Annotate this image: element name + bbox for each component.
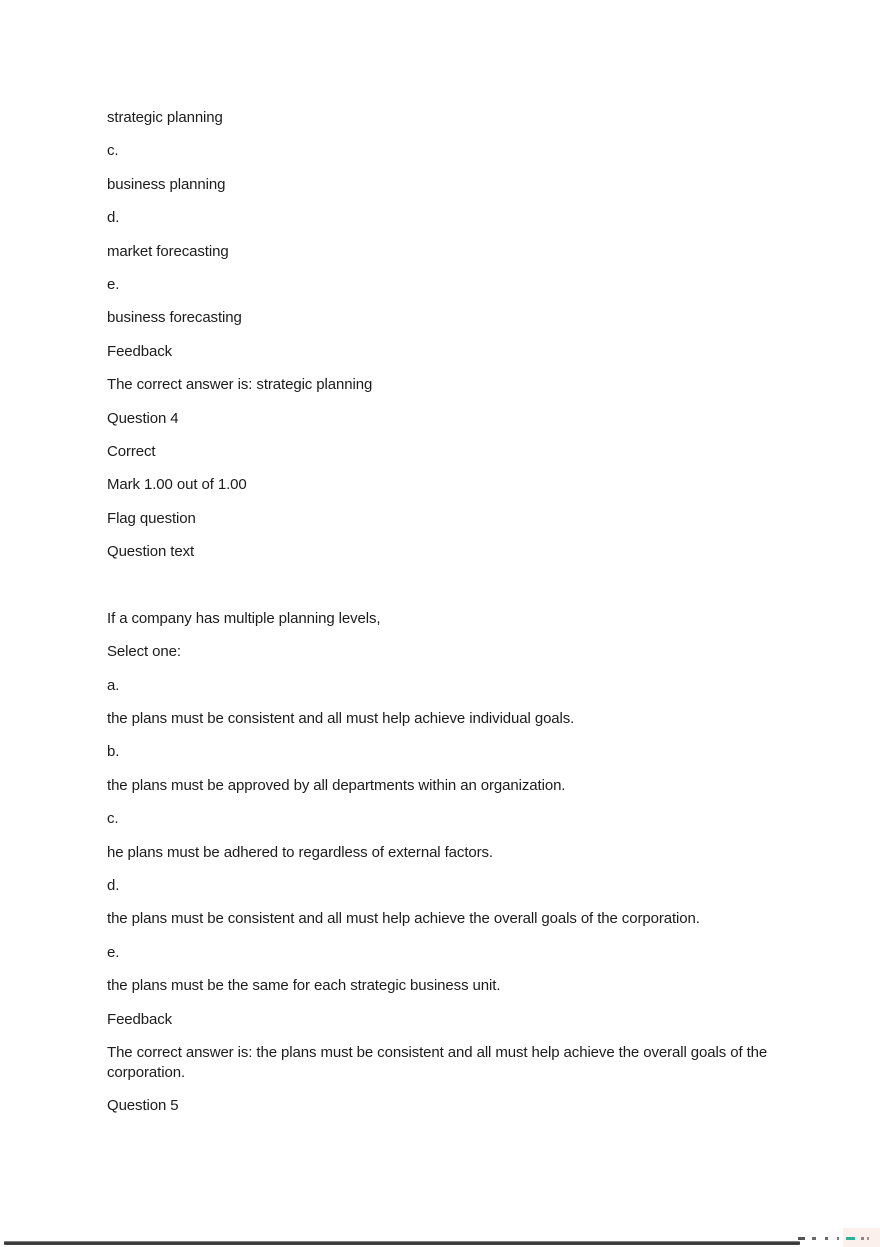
cropped-text-fragment xyxy=(837,1237,839,1240)
answer-option-text: business forecasting xyxy=(107,309,242,327)
cropped-text-fragment xyxy=(867,1237,869,1240)
answer-option-text: the plans must be consistent and all must help achieve the overall goals of the corporation. xyxy=(107,910,700,928)
answer-option-text: the plans must be consistent and all must help achieve individual goals. xyxy=(107,710,575,728)
bottom-divider-bar xyxy=(4,1241,800,1245)
cropped-text-fragment xyxy=(798,1237,805,1240)
feedback-text: The correct answer is: strategic planning xyxy=(107,376,373,394)
question-status-badge: Correct xyxy=(107,442,156,460)
answer-option-letter: a. xyxy=(107,676,120,694)
feedback-label: Feedback xyxy=(107,1010,173,1028)
answer-option-letter: d. xyxy=(107,876,120,894)
cropped-text-fragment xyxy=(825,1237,828,1240)
question-mark: Mark 1.00 out of 1.00 xyxy=(107,476,247,494)
select-one-prompt: Select one: xyxy=(107,643,181,661)
feedback-label: Feedback xyxy=(107,342,173,360)
answer-option-text: business planning xyxy=(107,175,226,193)
answer-option-letter: b. xyxy=(107,743,120,761)
answer-option-text: the plans must be approved by all departments within an organization. xyxy=(107,776,566,794)
flag-question-label: Flag question xyxy=(107,509,196,527)
answer-option-letter: e. xyxy=(107,943,120,961)
question-stem: If a company has multiple planning levels, xyxy=(107,609,381,627)
answer-option-letter: c. xyxy=(107,142,119,160)
answer-option-letter: d. xyxy=(107,209,120,227)
answer-option-text: strategic planning xyxy=(107,109,223,126)
answer-option-letter: e. xyxy=(107,275,120,293)
answer-option-letter: c. xyxy=(107,810,119,828)
cropped-text-fragment xyxy=(861,1237,864,1240)
cropped-link-fragment xyxy=(846,1237,855,1240)
feedback-text: The correct answer is: the plans must be consistent and all must help achieve the overall goals of the corporation. xyxy=(107,1043,768,1081)
question-text-label: Question text xyxy=(107,543,195,561)
answer-option-text: market forecasting xyxy=(107,242,229,260)
quiz-review-content xyxy=(107,108,787,1130)
answer-option-text: the plans must be the same for each strategic business unit. xyxy=(107,977,501,995)
blank-line xyxy=(107,575,787,595)
question-title: Question 5 xyxy=(107,1097,179,1115)
question-title: Question 4 xyxy=(107,409,179,427)
cropped-text-fragment xyxy=(812,1237,816,1240)
answer-option-text: he plans must be adhered to regardless of external factors. xyxy=(107,843,493,861)
